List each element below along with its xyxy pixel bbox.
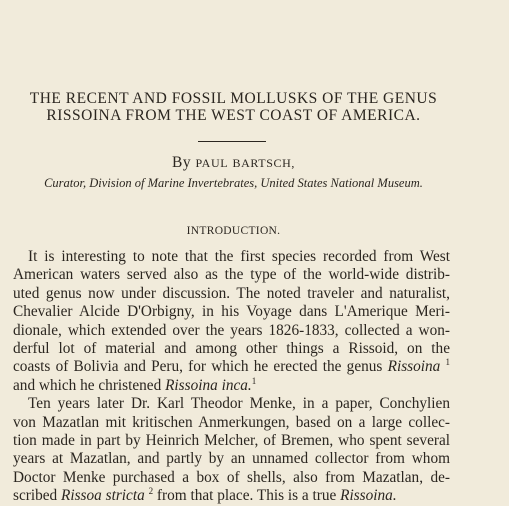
genus-name: Rissoina.: [340, 487, 397, 505]
title-line-2: RISSOINA FROM THE WEST COAST OF AMERICA.: [46, 107, 421, 124]
paragraph-1-line: dionale, which extended over the years 1826-1833, collected a won-: [13, 321, 450, 339]
footnote-ref: 1: [445, 357, 451, 368]
paragraph-1-line: It is interesting to note that the first species recorded from West: [28, 248, 450, 265]
species-name: Rissoa stricta: [61, 487, 145, 505]
paragraph-2-line: years at Mazatlan, and partly by an unnamed collector from whom: [13, 450, 450, 468]
paragraph-2-line: [13, 487, 450, 505]
author-affiliation: Curator, Division of Marine Invertebrates, United States National Museum.: [44, 176, 423, 190]
text-run: and which he christened: [13, 376, 162, 394]
author-line: [0, 154, 467, 172]
section-heading: INTRODUCTION.: [186, 225, 281, 237]
footnote-ref: 1: [251, 375, 257, 386]
paragraph-1-line: derful lot of material and among other things a Rissoid, on the: [13, 340, 450, 358]
text-run: from that place. This is a true: [156, 487, 337, 505]
paragraph-2-line: Doctor Menke purchased a box of shells, also from Mazatlan, de-: [13, 468, 450, 486]
paragraph-2-line: Ten years later Dr. Karl Theodor Menke, in a paper, Conchylien: [28, 395, 450, 413]
genus-name: Rissoina: [387, 358, 441, 376]
paragraph-1-line: American waters served also as the type of the world-wide distrib-: [13, 266, 450, 284]
paragraph-1-line: [13, 358, 450, 376]
paragraph-2-line: tion made in part by Heinrich Melcher, of Bremen, who spent several: [13, 432, 450, 450]
paragraph-2-line: von Mazatlan mit kritischen Anmerkungen, based on a large collec-: [13, 413, 450, 431]
text-run: scribed: [13, 487, 58, 505]
species-name: Rissoina inca.: [165, 376, 252, 394]
author-first-name: PAUL: [195, 156, 229, 170]
footnote-ref: 2: [148, 486, 154, 497]
paragraph-1-line: uted genus now under discussion. The noted traveler and naturalist,: [13, 284, 450, 302]
article-title: [0, 90, 467, 124]
paragraph-1-line: Chevalier Alcide D'Orbigny, in his Voyage dans L'Amerique Meri-: [13, 303, 450, 321]
author-last-name: BARTSCH,: [232, 156, 295, 170]
paragraph-1-line: [13, 377, 450, 395]
title-divider: [198, 141, 266, 142]
title-line-1: THE RECENT AND FOSSIL MOLLUSKS OF THE GENUS: [29, 90, 438, 107]
body-text: [13, 248, 450, 506]
author-prefix: By: [172, 154, 192, 171]
text-run: coasts of Bolivia and Peru, for which he erected the genus: [13, 358, 383, 376]
